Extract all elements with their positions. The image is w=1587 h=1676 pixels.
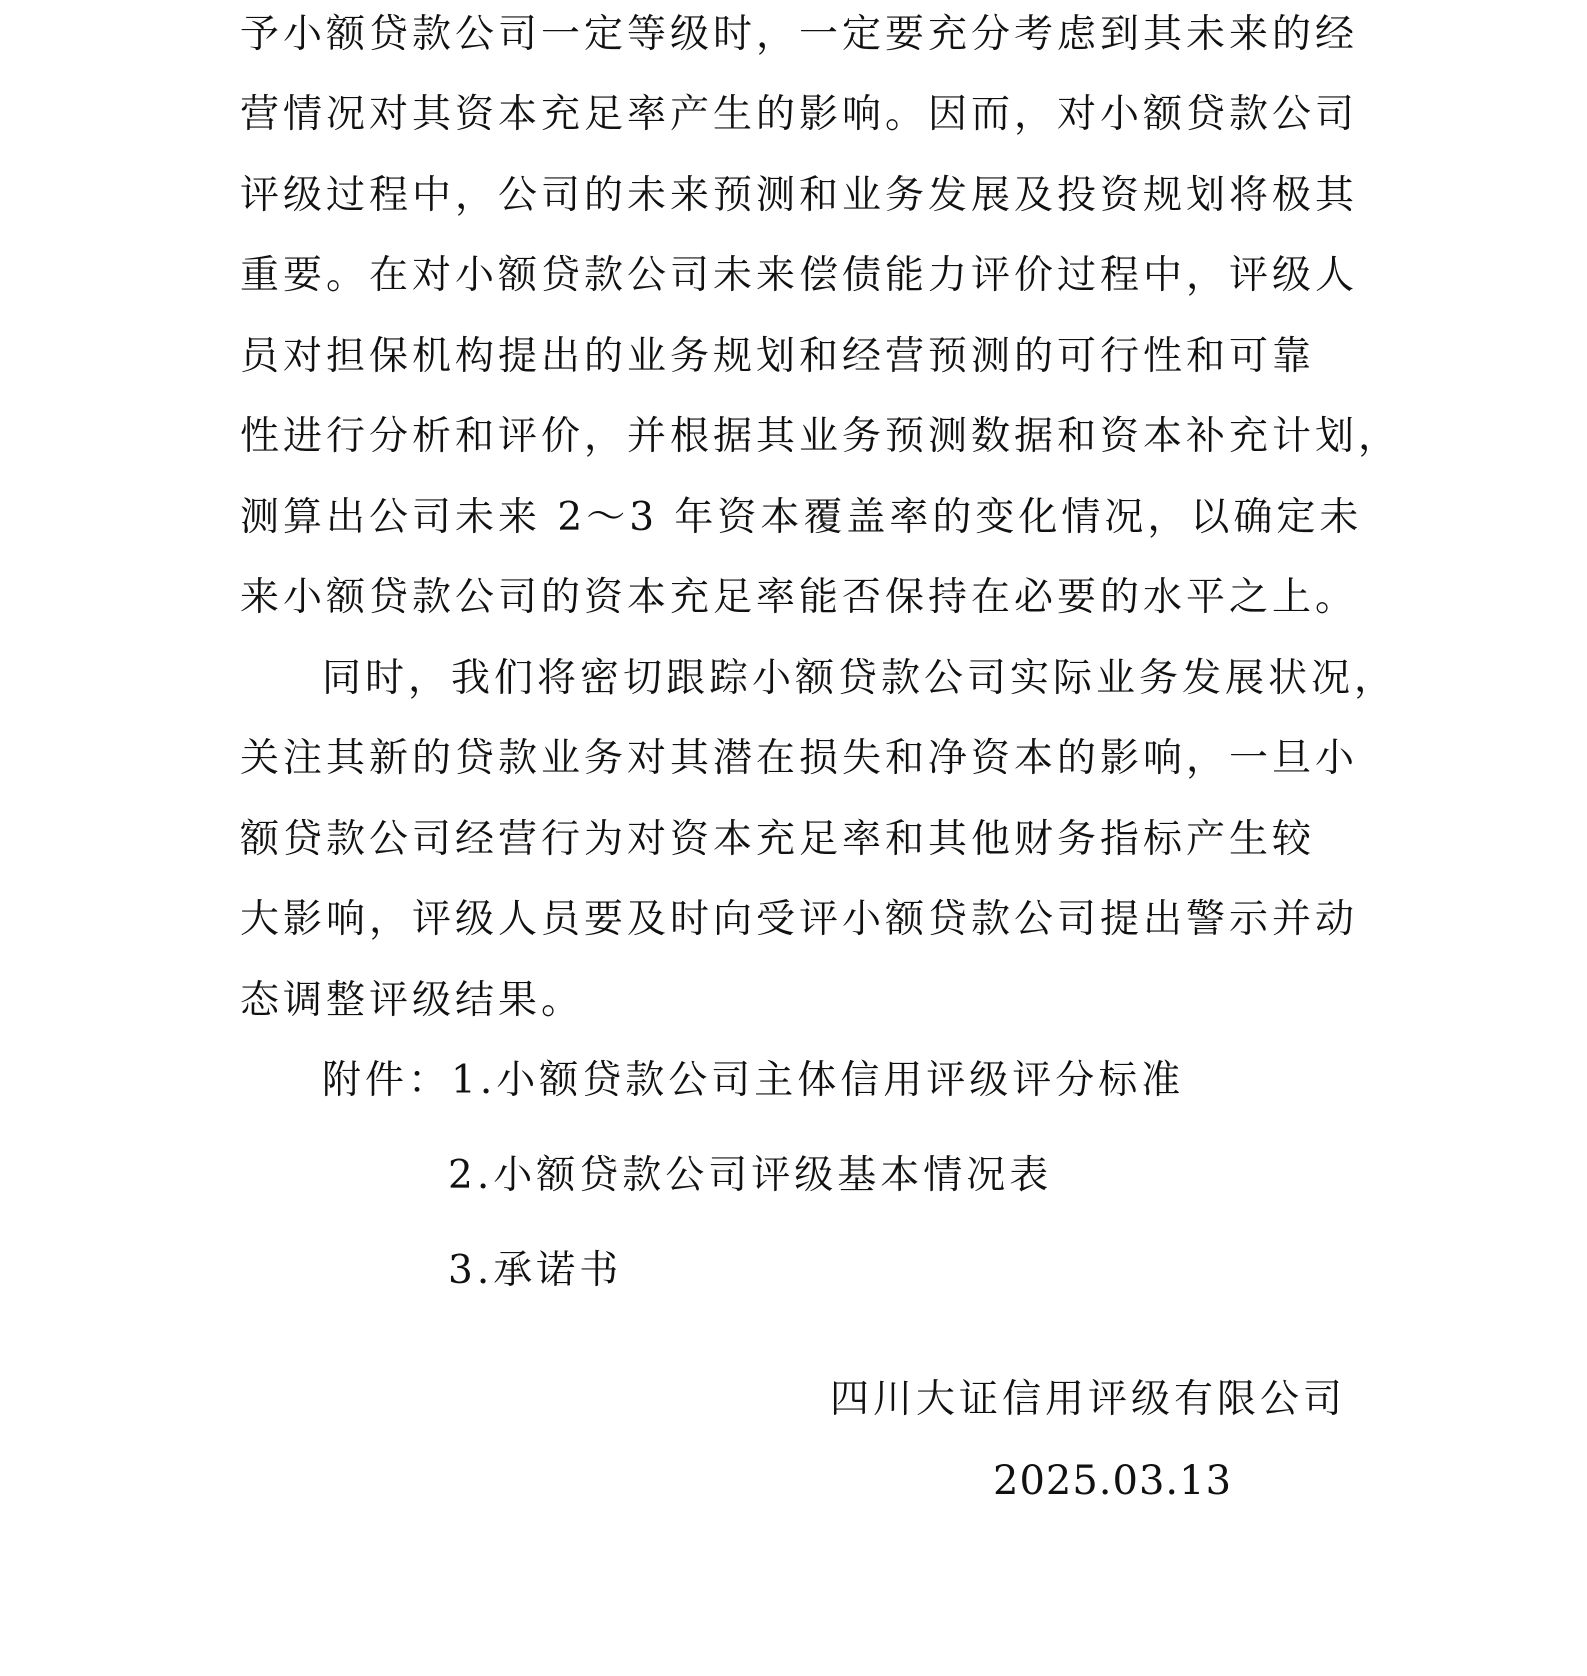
paragraph-line: 大影响，评级人员要及时向受评小额贷款公司提出警示并动 — [240, 897, 1359, 942]
paragraph-line: 测算出公司未来 2～3 年资本覆盖率的变化情况，以确定未 — [240, 495, 1363, 540]
attachment-item — [322, 1053, 1184, 1109]
paragraph-line: 额贷款公司经营行为对资本充足率和其他财务指标产生较 — [240, 817, 1316, 862]
attachment-item-text: 1.小额贷款公司主体信用评级评分标准 — [451, 1058, 1185, 1103]
attachments-label: 附件： — [322, 1058, 452, 1103]
signature-date: 2025.03.13 — [993, 1458, 1233, 1504]
paragraph-line: 评级过程中，公司的未来预测和业务发展及投资规划将极其 — [240, 173, 1359, 218]
paragraph-line: 予小额贷款公司一定等级时，一定要充分考虑到其未来的经 — [240, 12, 1359, 57]
paragraph-line: 来小额贷款公司的资本充足率能否保持在必要的水平之上。 — [240, 575, 1359, 620]
attachment-item: 2.小额贷款公司评级基本情况表 — [448, 1153, 1053, 1198]
paragraph-line: 性进行分析和评价，并根据其业务预测数据和资本补充计划， — [240, 414, 1402, 459]
paragraph-line: 营情况对其资本充足率产生的影响。因而，对小额贷款公司 — [240, 92, 1359, 137]
paragraph-line: 态调整评级结果。 — [240, 978, 585, 1023]
signature-org: 四川大证信用评级有限公司 — [830, 1377, 1347, 1422]
paragraph-line: 关注其新的贷款业务对其潜在损失和净资本的影响，一旦小 — [240, 736, 1359, 781]
attachment-item: 3.承诺书 — [448, 1248, 623, 1293]
paragraph-line: 重要。在对小额贷款公司未来偿债能力评价过程中，评级人 — [240, 253, 1359, 298]
paragraph-line: 同时，我们将密切跟踪小额贷款公司实际业务发展状况， — [322, 656, 1398, 701]
paragraph-line: 员对担保机构提出的业务规划和经营预测的可行性和可靠 — [240, 334, 1316, 379]
